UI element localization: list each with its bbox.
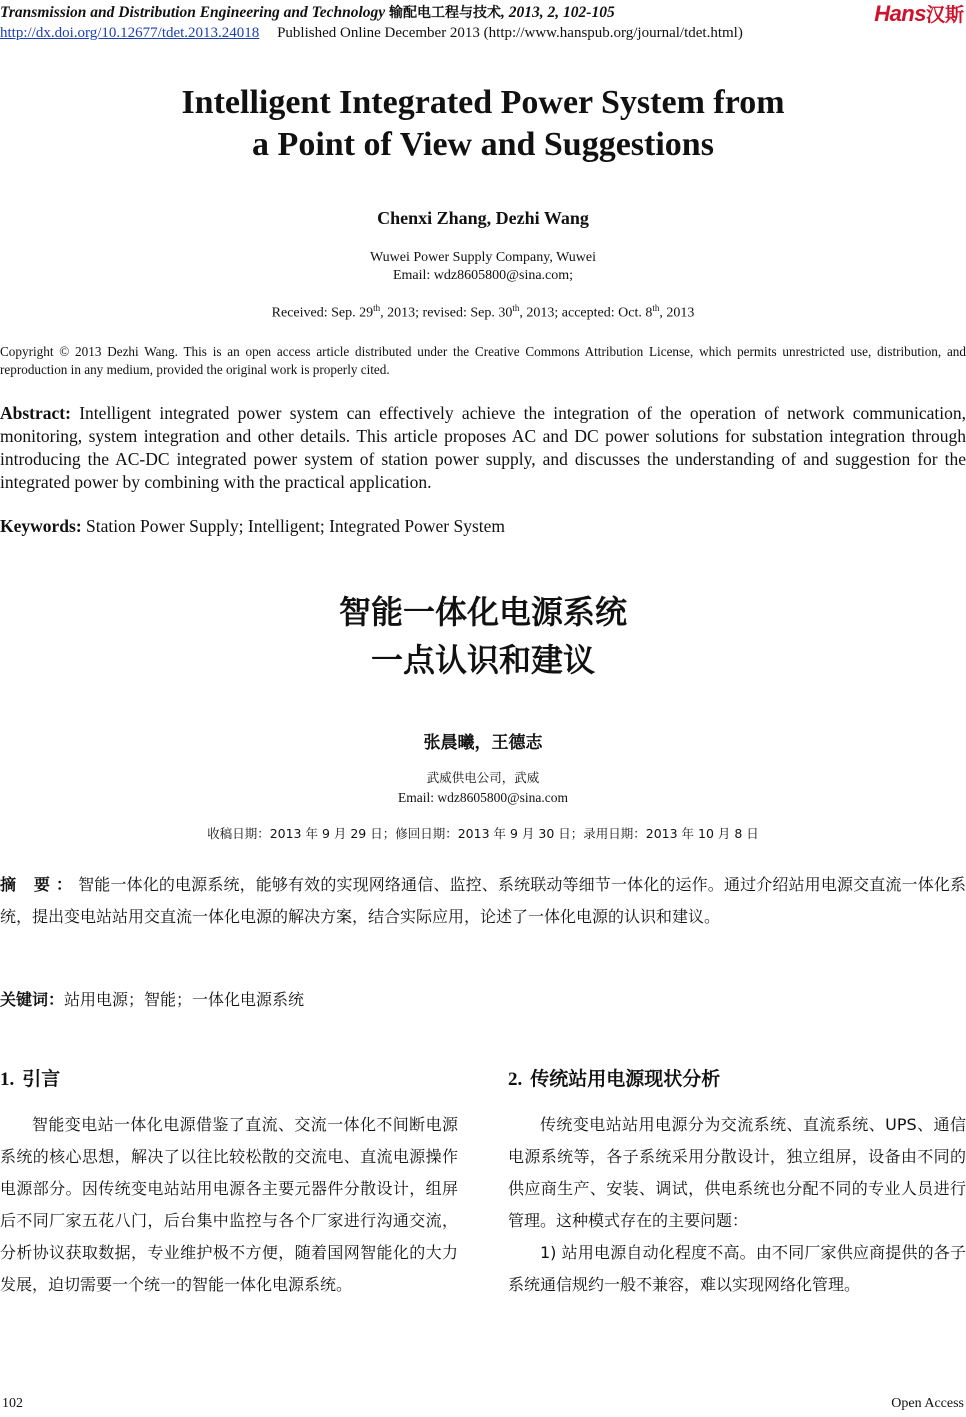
keywords-cn bbox=[0, 987, 966, 1010]
section-1-title: 引言 bbox=[22, 1068, 61, 1090]
affiliation-cn-org: 武威供电公司，武威 bbox=[426, 770, 540, 785]
affiliation-en-email: Email: wdz8605800@sina.com; bbox=[392, 268, 574, 283]
title-en-line2: a Point of View and Suggestions bbox=[252, 126, 714, 163]
title-cn bbox=[0, 588, 966, 684]
authors-cn: 张晨曦，王德志 bbox=[423, 733, 543, 753]
dates-en bbox=[0, 303, 966, 322]
doi-link[interactable]: http://dx.doi.org/10.12677/tdet.2013.24018 bbox=[0, 25, 260, 41]
dates-cn: 收稿日期：2013 年 9 月 29 日；修回日期：2013 年 9 月 30 日；录用日期：2013 年 10 月 8 日 bbox=[207, 826, 759, 841]
abstract-cn-label: 摘 要： bbox=[0, 875, 79, 894]
affiliation-cn bbox=[0, 768, 966, 808]
revised-sup: th bbox=[512, 303, 520, 313]
title-en bbox=[0, 82, 966, 166]
abstract-en bbox=[0, 402, 966, 494]
abstract-cn bbox=[0, 869, 966, 933]
keywords-cn-label: 关键词： bbox=[0, 990, 65, 1009]
accepted-sup: th bbox=[652, 303, 660, 313]
section-2-title: 传统站用电源现状分析 bbox=[530, 1068, 721, 1090]
title-cn-line1: 智能一体化电源系统 bbox=[338, 593, 627, 631]
section-1-paragraph: 智能变电站一体化电源借鉴了直流、交流一体化不间断电源系统的核心思想，解决了以往比较松散的交流电、直流电源操作电源部分。因传统变电站站用电源各主要元器件分散设计，组屏后不同厂家五花八门，后台集中监控与各个厂家进行沟通交流，分析协议获取数据，专业维护极不方便，随着国网智能化的大力发展，迫切需要一个统一的智能一体化电源系统。 bbox=[0, 1115, 458, 1294]
journal-title bbox=[0, 2, 615, 22]
section-1-number: 1. bbox=[0, 1069, 15, 1090]
received-sup: th bbox=[373, 303, 381, 313]
copyright-notice: Copyright © 2013 Dezhi Wang. This is an open access article distributed under the Creative Commons Attribution License, which permits unrestricted use, distribution, and reproduction in any medium, provided the original work is properly cited. bbox=[0, 344, 966, 377]
section-2-number: 2. bbox=[508, 1069, 523, 1090]
logo-text-en: Hans bbox=[874, 1, 926, 26]
journal-name-cn: 输配电工程与技术 bbox=[389, 5, 502, 21]
keywords-cn-text: 站用电源；智能；一体化电源系统 bbox=[64, 990, 305, 1009]
abstract-cn-text: 智能一体化的电源系统，能够有效的实现网络通信、监控、系统联动等细节一体化的运作。通过介绍站用电源交直流一体化系统，提出变电站站用交直流一体化电源的解决方案，结合实际应用，论述了一体化电源的认识和建议。 bbox=[0, 875, 966, 926]
open-access-label: Open Access bbox=[891, 1396, 964, 1411]
title-cn-line2: 一点认识和建议 bbox=[370, 641, 595, 679]
received-date: Received: Sep. 29 bbox=[271, 305, 374, 321]
section-2-paragraph: 传统变电站站用电源分为交流系统、直流系统、UPS、通信电源系统等，各子系统采用分散设计，独立组屏，设备由不同的供应商生产、安装、调试，供电系统也分配不同的专业人员进行管理。这种模式存在的主要问题： bbox=[508, 1115, 966, 1230]
column-left bbox=[0, 1064, 458, 1301]
publisher-logo bbox=[874, 0, 964, 27]
doi-line bbox=[0, 25, 743, 42]
revised-date: , 2013; revised: Sep. 30 bbox=[380, 305, 513, 321]
authors-en: Chenxi Zhang, Dezhi Wang bbox=[377, 208, 589, 228]
section-2-heading bbox=[508, 1064, 966, 1091]
affiliation-en-org: Wuwei Power Supply Company, Wuwei bbox=[370, 250, 596, 265]
page-number: 102 bbox=[2, 1396, 23, 1411]
column-right bbox=[508, 1064, 966, 1301]
abstract-en-text: Intelligent integrated power system can effectively achieve the integration of the operation of network communication, monitoring, system integration and other details. This article proposes AC and DC power solutions for substation integration through introducing the AC-DC integrated power system of station power supply, and discusses the understanding of and suggestion for the integrated power by combining with the practical application. bbox=[0, 403, 966, 492]
section-2-paragraph: 1) 站用电源自动化程度不高。由不同厂家供应商提供的各子系统通信规约一般不兼容，难以实现网络化管理。 bbox=[508, 1243, 966, 1294]
accepted-date: , 2013; accepted: Oct. 8 bbox=[519, 305, 653, 321]
accepted-year: , 2013 bbox=[659, 305, 695, 321]
affiliation-cn-email: Email: wdz8605800@sina.com bbox=[398, 790, 568, 805]
keywords-en-label: Keywords: bbox=[0, 516, 82, 536]
volume-info: , 2013, 2, 102-105 bbox=[501, 4, 615, 21]
journal-name-en: Transmission and Distribution Engineering and Technology bbox=[0, 4, 386, 21]
title-en-line1: Intelligent Integrated Power System from bbox=[181, 84, 785, 121]
keywords-en-text: Station Power Supply; Intelligent; Integrated Power System bbox=[81, 516, 506, 536]
published-online: Published Online December 2013 (http://www.hanspub.org/journal/tdet.html) bbox=[277, 25, 743, 41]
abstract-en-label: Abstract: bbox=[0, 403, 71, 423]
section-1-heading bbox=[0, 1064, 458, 1091]
keywords-en bbox=[0, 516, 966, 537]
logo-text-cn: 汉斯 bbox=[925, 4, 964, 26]
affiliation-en bbox=[0, 249, 966, 285]
